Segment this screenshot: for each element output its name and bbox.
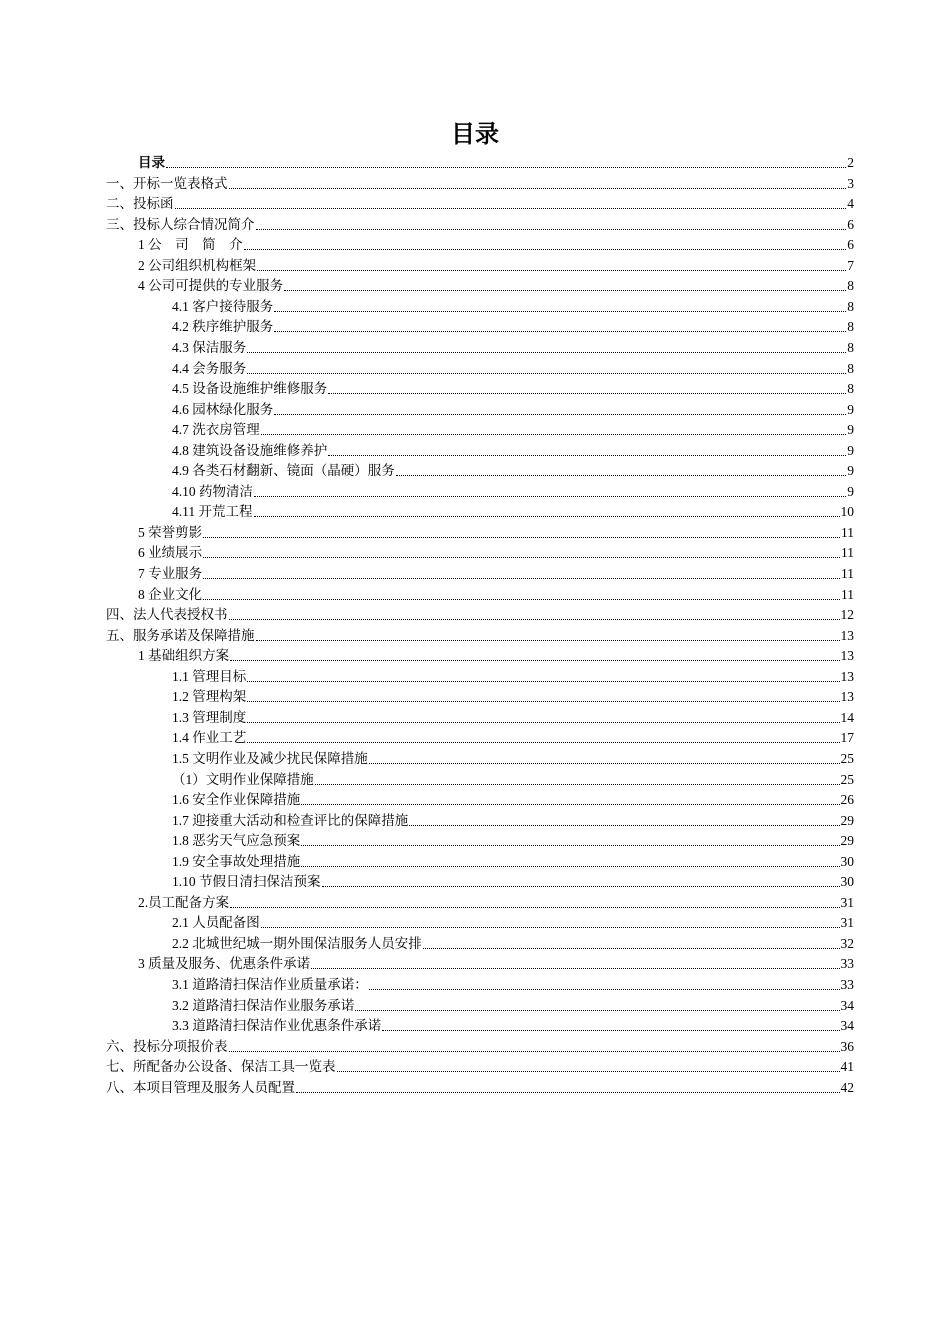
toc-entry-label: 8 企业文化 — [138, 587, 203, 602]
toc-entry-label: 八、本项目管理及服务人员配置 — [106, 1080, 295, 1095]
toc-entry[interactable] — [172, 852, 854, 872]
toc-entry[interactable] — [172, 297, 854, 317]
toc-entry[interactable] — [172, 811, 854, 831]
toc-dot-leader — [296, 1092, 840, 1093]
toc-entry-label: 6 业绩展示 — [138, 545, 203, 560]
toc-page-number: 9 — [847, 484, 854, 499]
toc-entry-label: 3.2 道路清扫保洁作业服务承诺 — [172, 998, 355, 1013]
toc-entry[interactable] — [106, 194, 854, 214]
toc-entry[interactable] — [172, 831, 854, 851]
toc-dot-leader — [203, 578, 840, 579]
toc-entry[interactable] — [172, 667, 854, 687]
toc-dot-leader — [175, 208, 847, 209]
toc-page-number: 29 — [840, 813, 854, 828]
toc-dot-leader — [315, 784, 840, 785]
toc-entry-label: 4.11 开荒工程 — [172, 504, 253, 519]
toc-entry-label: 1.1 管理目标 — [172, 669, 247, 684]
toc-page-number: 30 — [840, 874, 854, 889]
toc-dot-leader — [244, 249, 847, 250]
toc-page-number: 33 — [840, 977, 854, 992]
toc-entry[interactable] — [172, 996, 854, 1016]
toc-entry[interactable] — [138, 276, 854, 296]
toc-dot-leader — [254, 516, 840, 517]
toc-entry[interactable] — [138, 954, 854, 974]
toc-entry[interactable] — [172, 379, 854, 399]
toc-entry[interactable] — [138, 585, 854, 605]
toc-entry-label: 目录 — [138, 155, 165, 170]
toc-page-number: 13 — [840, 669, 854, 684]
toc-page-number: 31 — [840, 895, 854, 910]
toc-entry[interactable] — [172, 728, 854, 748]
toc-dot-leader — [274, 311, 846, 312]
toc-dot-leader — [247, 373, 846, 374]
toc-entry[interactable] — [172, 975, 854, 995]
toc-entry-label: 二、投标函 — [106, 196, 174, 211]
toc-page-number: 11 — [841, 545, 854, 560]
toc-page-number: 6 — [847, 217, 854, 232]
toc-entry-label: 2 公司组织机构框架 — [138, 258, 257, 273]
toc-entry-label: 一、开标一览表格式 — [106, 176, 228, 191]
toc-page-number: 13 — [840, 628, 854, 643]
toc-dot-leader — [382, 1030, 839, 1031]
toc-dot-leader — [369, 763, 840, 764]
toc-entry-label: 4.4 会务服务 — [172, 361, 247, 376]
toc-dot-leader — [166, 167, 846, 168]
toc-dot-leader — [301, 845, 839, 846]
toc-dot-leader — [203, 537, 840, 538]
toc-entry[interactable] — [106, 174, 854, 194]
toc-entry[interactable] — [138, 646, 854, 666]
toc-page-number: 14 — [840, 710, 854, 725]
toc-page-number: 11 — [841, 587, 854, 602]
toc-dot-leader — [337, 1071, 840, 1072]
toc-entry-label: 1.8 恶劣天气应急预案 — [172, 833, 301, 848]
toc-dot-leader — [396, 475, 847, 476]
toc-entry[interactable] — [172, 687, 854, 707]
toc-title: 目录 — [451, 121, 499, 148]
toc-page-number: 25 — [840, 772, 854, 787]
toc-page-number: 30 — [840, 854, 854, 869]
toc-dot-leader — [247, 681, 839, 682]
toc-page-number: 9 — [847, 422, 854, 437]
toc-page-number: 41 — [840, 1059, 854, 1074]
toc-entry-label: 4.2 秩序维护服务 — [172, 319, 274, 334]
toc-dot-leader — [247, 722, 839, 723]
toc-entry[interactable] — [172, 400, 854, 420]
toc-page-number: 13 — [840, 689, 854, 704]
toc-page-number: 29 — [840, 833, 854, 848]
toc-dot-leader — [230, 907, 839, 908]
toc-entry[interactable] — [106, 1057, 854, 1077]
toc-dot-leader — [247, 701, 839, 702]
toc-entry-label: 4.1 客户接待服务 — [172, 299, 274, 314]
toc-entry[interactable] — [106, 626, 854, 646]
toc-entry[interactable] — [138, 564, 854, 584]
toc-dot-leader — [229, 1051, 840, 1052]
toc-page-number: 34 — [840, 1018, 854, 1033]
toc-entry[interactable] — [172, 420, 854, 440]
toc-entry-label: （1）文明作业保障措施 — [172, 772, 314, 787]
toc-page-number: 10 — [840, 504, 854, 519]
toc-entry-label: 4.3 保洁服务 — [172, 340, 247, 355]
toc-dot-leader — [423, 948, 840, 949]
toc-dot-leader — [369, 989, 840, 990]
toc-page-number: 4 — [847, 196, 854, 211]
toc-dot-leader — [301, 804, 839, 805]
toc-entry-label: 五、服务承诺及保障措施 — [106, 628, 255, 643]
toc-dot-leader — [328, 455, 846, 456]
toc-page-number: 17 — [840, 730, 854, 745]
toc-page-number: 9 — [847, 443, 854, 458]
toc-entry-label: 1.9 安全事故处理措施 — [172, 854, 301, 869]
toc-page-number: 2 — [847, 155, 854, 170]
toc-page-number: 31 — [840, 915, 854, 930]
toc-dot-leader — [409, 825, 839, 826]
toc-entry-label: 1 公 司 简 介 — [138, 237, 243, 252]
toc-entry-label: 1.7 迎接重大活动和检查评比的保障措施 — [172, 813, 409, 828]
toc-page-number: 9 — [847, 463, 854, 478]
toc-page-number: 11 — [841, 566, 854, 581]
toc-entry-label: 2.1 人员配备图 — [172, 915, 260, 930]
toc-entry[interactable] — [138, 153, 854, 173]
toc-entry-label: 3 质量及服务、优惠条件承诺 — [138, 956, 311, 971]
toc-dot-leader — [230, 660, 839, 661]
toc-page-number: 32 — [840, 936, 854, 951]
toc-entry-label: 4.7 洗衣房管理 — [172, 422, 260, 437]
toc-entry-label: 4.10 药物清洁 — [172, 484, 253, 499]
toc-entry-label: 2.员工配备方案 — [138, 895, 230, 910]
toc-page-number: 8 — [847, 278, 854, 293]
toc-entry-label: 3.3 道路清扫保洁作业优惠条件承诺 — [172, 1018, 382, 1033]
toc-entry-label: 4.5 设备设施维护维修服务 — [172, 381, 328, 396]
toc-entry[interactable] — [172, 913, 854, 933]
toc-entry[interactable] — [172, 934, 854, 954]
toc-entry[interactable] — [138, 235, 854, 255]
toc-entry-label: 4.6 园林绿化服务 — [172, 402, 274, 417]
toc-dot-leader — [247, 742, 839, 743]
toc-entry[interactable] — [106, 1078, 854, 1098]
toc-entry[interactable] — [172, 359, 854, 379]
toc-entry-label: 1.10 节假日清扫保洁预案 — [172, 874, 321, 889]
toc-entry[interactable] — [172, 441, 854, 461]
toc-entry-label: 5 荣誉剪影 — [138, 525, 203, 540]
toc-entry-label: 2.2 北城世纪城一期外围保洁服务人员安排 — [172, 936, 422, 951]
toc-page-number: 25 — [840, 751, 854, 766]
toc-dot-leader — [257, 270, 846, 271]
toc-page-number: 12 — [840, 607, 854, 622]
toc-dot-leader — [247, 352, 846, 353]
toc-dot-leader — [229, 188, 847, 189]
toc-entry-label: 六、投标分项报价表 — [106, 1039, 228, 1054]
toc-entry-label: 七、所配备办公设备、保洁工具一览表 — [106, 1059, 336, 1074]
toc-entry-label: 7 专业服务 — [138, 566, 203, 581]
toc-entry-label: 1 基础组织方案 — [138, 648, 230, 663]
toc-entry[interactable] — [172, 338, 854, 358]
toc-entry[interactable] — [138, 893, 854, 913]
toc-dot-leader — [203, 599, 840, 600]
toc-entry-label: 1.5 文明作业及减少扰民保障措施 — [172, 751, 368, 766]
toc-dot-leader — [355, 1010, 839, 1011]
toc-entry[interactable] — [172, 1016, 854, 1036]
toc-dot-leader — [301, 866, 839, 867]
toc-entry[interactable] — [138, 523, 854, 543]
toc-entry-label: 1.3 管理制度 — [172, 710, 247, 725]
toc-page-number: 36 — [840, 1039, 854, 1054]
toc-entry-label: 1.2 管理构架 — [172, 689, 247, 704]
toc-page-number: 42 — [840, 1080, 854, 1095]
toc-dot-leader — [328, 393, 846, 394]
toc-dot-leader — [261, 434, 847, 435]
toc-entry[interactable] — [172, 482, 854, 502]
toc-entry[interactable] — [106, 1037, 854, 1057]
toc-page-number: 7 — [847, 258, 854, 273]
toc-dot-leader — [203, 557, 840, 558]
toc-page-number: 26 — [840, 792, 854, 807]
toc-entry[interactable] — [172, 502, 854, 522]
toc-entry[interactable] — [172, 461, 854, 481]
toc-dot-leader — [322, 886, 840, 887]
toc-entry[interactable] — [172, 708, 854, 728]
toc-dot-leader — [254, 496, 846, 497]
toc-dot-leader — [311, 968, 839, 969]
toc-page-number: 8 — [847, 361, 854, 376]
toc-dot-leader — [229, 619, 840, 620]
toc-dot-leader — [284, 290, 846, 291]
toc-entry-label: 3.1 道路清扫保洁作业质量承诺： — [172, 977, 368, 992]
toc-page-number: 8 — [847, 381, 854, 396]
toc-entry-label: 4 公司可提供的专业服务 — [138, 278, 284, 293]
toc-page-number: 33 — [840, 956, 854, 971]
toc-page-number: 3 — [847, 176, 854, 191]
toc-page-number: 11 — [841, 525, 854, 540]
toc-entry[interactable] — [172, 790, 854, 810]
toc-dot-leader — [256, 229, 847, 230]
toc-entry[interactable] — [138, 543, 854, 563]
toc-entry-label: 三、投标人综合情况简介 — [106, 217, 255, 232]
toc-entry-label: 4.8 建筑设备设施维修养护 — [172, 443, 328, 458]
toc-entry[interactable] — [172, 770, 854, 790]
toc-page-number: 8 — [847, 319, 854, 334]
toc-page-number: 13 — [840, 648, 854, 663]
toc-dot-leader — [256, 640, 840, 641]
toc-page-number: 8 — [847, 299, 854, 314]
toc-entry[interactable] — [172, 872, 854, 892]
toc-entry[interactable] — [138, 256, 854, 276]
toc-entry-label: 1.6 安全作业保障措施 — [172, 792, 301, 807]
toc-entry-label: 4.9 各类石材翻新、镜面（晶硬）服务 — [172, 463, 395, 478]
toc-entry[interactable] — [106, 605, 854, 625]
toc-dot-leader — [274, 414, 846, 415]
toc-dot-leader — [274, 331, 846, 332]
toc-page-number: 34 — [840, 998, 854, 1013]
toc-entry-label: 四、法人代表授权书 — [106, 607, 228, 622]
toc-entry-label: 1.4 作业工艺 — [172, 730, 247, 745]
toc-entry[interactable] — [172, 317, 854, 337]
toc-page-number: 9 — [847, 402, 854, 417]
toc-entry[interactable] — [106, 215, 854, 235]
toc-dot-leader — [261, 927, 840, 928]
toc-page-number: 6 — [847, 237, 854, 252]
toc-entry[interactable] — [172, 749, 854, 769]
toc-page-number: 8 — [847, 340, 854, 355]
